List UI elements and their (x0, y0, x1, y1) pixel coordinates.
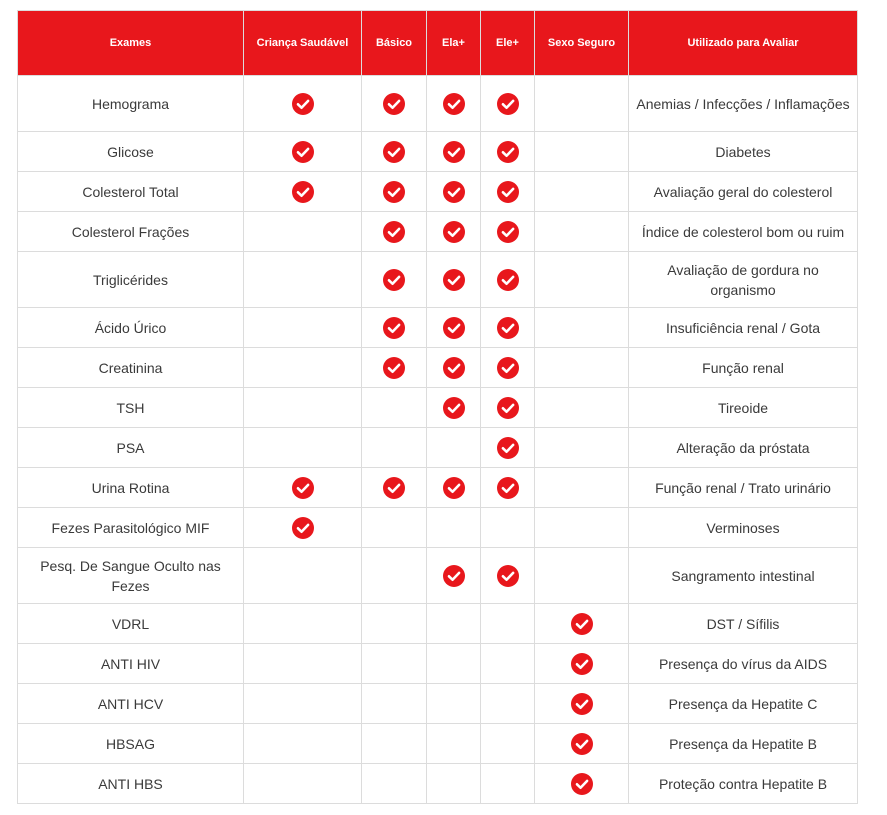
check-circle-icon (383, 317, 405, 339)
cell-crianca-saudavel (244, 388, 362, 428)
cell-exame: Creatinina (18, 348, 244, 388)
cell-ele-plus (481, 764, 535, 804)
cell-crianca-saudavel (244, 76, 362, 132)
cell-basico (362, 76, 427, 132)
check-circle-icon (571, 733, 593, 755)
check-circle-icon (443, 93, 465, 115)
check-circle-icon (571, 613, 593, 635)
check-circle-icon (497, 181, 519, 203)
cell-basico (362, 764, 427, 804)
check-circle-icon (443, 397, 465, 419)
cell-crianca-saudavel (244, 724, 362, 764)
cell-utilizado-para-avaliar: Presença da Hepatite C (629, 684, 858, 724)
cell-ela-plus (427, 684, 481, 724)
cell-sexo-seguro (535, 172, 629, 212)
cell-exame: ANTI HBS (18, 764, 244, 804)
table-row (18, 172, 858, 212)
cell-crianca-saudavel (244, 548, 362, 604)
cell-ele-plus (481, 548, 535, 604)
cell-sexo-seguro (535, 308, 629, 348)
header-ele-plus: Ele+ (481, 11, 535, 76)
cell-ela-plus (427, 604, 481, 644)
cell-crianca-saudavel (244, 468, 362, 508)
cell-ele-plus (481, 308, 535, 348)
cell-basico (362, 724, 427, 764)
cell-ele-plus (481, 644, 535, 684)
cell-exame: Pesq. De Sangue Oculto nas Fezes (18, 548, 244, 604)
cell-utilizado-para-avaliar: Tireoide (629, 388, 858, 428)
cell-crianca-saudavel (244, 132, 362, 172)
cell-ele-plus (481, 508, 535, 548)
header-crianca-saudavel: Criança Saudável (244, 11, 362, 76)
check-circle-icon (292, 517, 314, 539)
cell-crianca-saudavel (244, 604, 362, 644)
cell-basico (362, 428, 427, 468)
cell-sexo-seguro (535, 212, 629, 252)
cell-crianca-saudavel (244, 508, 362, 548)
cell-ele-plus (481, 76, 535, 132)
check-circle-icon (443, 181, 465, 203)
table-row (18, 468, 858, 508)
check-circle-icon (571, 773, 593, 795)
check-circle-icon (292, 477, 314, 499)
cell-basico (362, 468, 427, 508)
table-row (18, 132, 858, 172)
cell-ela-plus (427, 212, 481, 252)
cell-ela-plus (427, 428, 481, 468)
cell-basico (362, 548, 427, 604)
check-circle-icon (443, 221, 465, 243)
header-exames: Exames (18, 11, 244, 76)
check-circle-icon (497, 317, 519, 339)
check-circle-icon (497, 221, 519, 243)
cell-utilizado-para-avaliar: Presença da Hepatite B (629, 724, 858, 764)
cell-crianca-saudavel (244, 212, 362, 252)
cell-exame: Colesterol Frações (18, 212, 244, 252)
cell-sexo-seguro (535, 388, 629, 428)
exams-table (17, 10, 858, 804)
cell-ela-plus (427, 132, 481, 172)
cell-ela-plus (427, 508, 481, 548)
check-circle-icon (383, 141, 405, 163)
cell-exame: Fezes Parasitológico MIF (18, 508, 244, 548)
cell-sexo-seguro (535, 604, 629, 644)
table-row (18, 308, 858, 348)
table-row (18, 428, 858, 468)
check-circle-icon (383, 221, 405, 243)
check-circle-icon (497, 357, 519, 379)
cell-utilizado-para-avaliar: Avaliação geral do colesterol (629, 172, 858, 212)
check-circle-icon (383, 181, 405, 203)
table-row (18, 508, 858, 548)
cell-utilizado-para-avaliar: Índice de colesterol bom ou ruim (629, 212, 858, 252)
cell-sexo-seguro (535, 252, 629, 308)
cell-exame: PSA (18, 428, 244, 468)
cell-utilizado-para-avaliar: Alteração da próstata (629, 428, 858, 468)
cell-ele-plus (481, 468, 535, 508)
cell-sexo-seguro (535, 724, 629, 764)
cell-basico (362, 212, 427, 252)
cell-sexo-seguro (535, 468, 629, 508)
check-circle-icon (443, 357, 465, 379)
check-circle-icon (497, 437, 519, 459)
cell-exame: VDRL (18, 604, 244, 644)
table-header (18, 11, 858, 76)
cell-exame: HBSAG (18, 724, 244, 764)
cell-exame: Ácido Úrico (18, 308, 244, 348)
check-circle-icon (383, 269, 405, 291)
cell-basico (362, 172, 427, 212)
cell-sexo-seguro (535, 764, 629, 804)
cell-basico (362, 508, 427, 548)
table-row (18, 388, 858, 428)
header-utilizado-para-avaliar: Utilizado para Avaliar (629, 11, 858, 76)
cell-exame: ANTI HCV (18, 684, 244, 724)
table-row (18, 724, 858, 764)
cell-utilizado-para-avaliar: Diabetes (629, 132, 858, 172)
table-row (18, 76, 858, 132)
cell-sexo-seguro (535, 684, 629, 724)
cell-sexo-seguro (535, 132, 629, 172)
cell-ele-plus (481, 132, 535, 172)
cell-ele-plus (481, 252, 535, 308)
cell-ela-plus (427, 724, 481, 764)
cell-sexo-seguro (535, 76, 629, 132)
cell-sexo-seguro (535, 508, 629, 548)
cell-exame: Glicose (18, 132, 244, 172)
cell-ela-plus (427, 548, 481, 604)
cell-sexo-seguro (535, 348, 629, 388)
cell-ele-plus (481, 684, 535, 724)
cell-utilizado-para-avaliar: Avaliação de gordura no organismo (629, 252, 858, 308)
cell-basico (362, 388, 427, 428)
check-circle-icon (497, 141, 519, 163)
cell-exame: Triglicérides (18, 252, 244, 308)
check-circle-icon (292, 181, 314, 203)
header-basico: Básico (362, 11, 427, 76)
cell-crianca-saudavel (244, 348, 362, 388)
cell-ela-plus (427, 308, 481, 348)
check-circle-icon (443, 565, 465, 587)
cell-utilizado-para-avaliar: Presença do vírus da AIDS (629, 644, 858, 684)
cell-ela-plus (427, 348, 481, 388)
cell-ele-plus (481, 172, 535, 212)
cell-utilizado-para-avaliar: Sangramento intestinal (629, 548, 858, 604)
cell-exame: Hemograma (18, 76, 244, 132)
cell-exame: Colesterol Total (18, 172, 244, 212)
cell-ele-plus (481, 604, 535, 644)
check-circle-icon (497, 93, 519, 115)
cell-crianca-saudavel (244, 684, 362, 724)
check-circle-icon (497, 397, 519, 419)
cell-exame: ANTI HIV (18, 644, 244, 684)
cell-crianca-saudavel (244, 644, 362, 684)
table-row (18, 348, 858, 388)
check-circle-icon (443, 141, 465, 163)
cell-utilizado-para-avaliar: Insuficiência renal / Gota (629, 308, 858, 348)
cell-utilizado-para-avaliar: Função renal (629, 348, 858, 388)
header-ela-plus: Ela+ (427, 11, 481, 76)
cell-utilizado-para-avaliar: Proteção contra Hepatite B (629, 764, 858, 804)
cell-ela-plus (427, 468, 481, 508)
check-circle-icon (443, 477, 465, 499)
cell-utilizado-para-avaliar: Verminoses (629, 508, 858, 548)
cell-ela-plus (427, 172, 481, 212)
cell-sexo-seguro (535, 428, 629, 468)
check-circle-icon (571, 653, 593, 675)
cell-exame: TSH (18, 388, 244, 428)
check-circle-icon (571, 693, 593, 715)
cell-ela-plus (427, 644, 481, 684)
cell-crianca-saudavel (244, 764, 362, 804)
cell-sexo-seguro (535, 644, 629, 684)
table-row (18, 644, 858, 684)
cell-basico (362, 132, 427, 172)
cell-exame: Urina Rotina (18, 468, 244, 508)
cell-sexo-seguro (535, 548, 629, 604)
check-circle-icon (292, 141, 314, 163)
table-row (18, 604, 858, 644)
check-circle-icon (292, 93, 314, 115)
check-circle-icon (443, 269, 465, 291)
cell-crianca-saudavel (244, 308, 362, 348)
table-row (18, 684, 858, 724)
table-row (18, 212, 858, 252)
cell-ela-plus (427, 252, 481, 308)
cell-utilizado-para-avaliar: Anemias / Infecções / Inflamações (629, 76, 858, 132)
cell-crianca-saudavel (244, 172, 362, 212)
cell-ela-plus (427, 764, 481, 804)
cell-ele-plus (481, 348, 535, 388)
table-row (18, 548, 858, 604)
cell-crianca-saudavel (244, 428, 362, 468)
cell-basico (362, 308, 427, 348)
check-circle-icon (443, 317, 465, 339)
header-sexo-seguro: Sexo Seguro (535, 11, 629, 76)
cell-ela-plus (427, 388, 481, 428)
cell-basico (362, 644, 427, 684)
check-circle-icon (383, 357, 405, 379)
check-circle-icon (497, 565, 519, 587)
check-circle-icon (497, 269, 519, 291)
table-row (18, 252, 858, 308)
check-circle-icon (383, 477, 405, 499)
cell-ela-plus (427, 76, 481, 132)
cell-basico (362, 348, 427, 388)
table-row (18, 764, 858, 804)
cell-ele-plus (481, 724, 535, 764)
cell-ele-plus (481, 428, 535, 468)
cell-utilizado-para-avaliar: DST / Sífilis (629, 604, 858, 644)
cell-basico (362, 684, 427, 724)
cell-basico (362, 604, 427, 644)
check-circle-icon (497, 477, 519, 499)
cell-utilizado-para-avaliar: Função renal / Trato urinário (629, 468, 858, 508)
cell-crianca-saudavel (244, 252, 362, 308)
cell-basico (362, 252, 427, 308)
table-body (18, 76, 858, 804)
cell-ele-plus (481, 388, 535, 428)
check-circle-icon (383, 93, 405, 115)
cell-ele-plus (481, 212, 535, 252)
